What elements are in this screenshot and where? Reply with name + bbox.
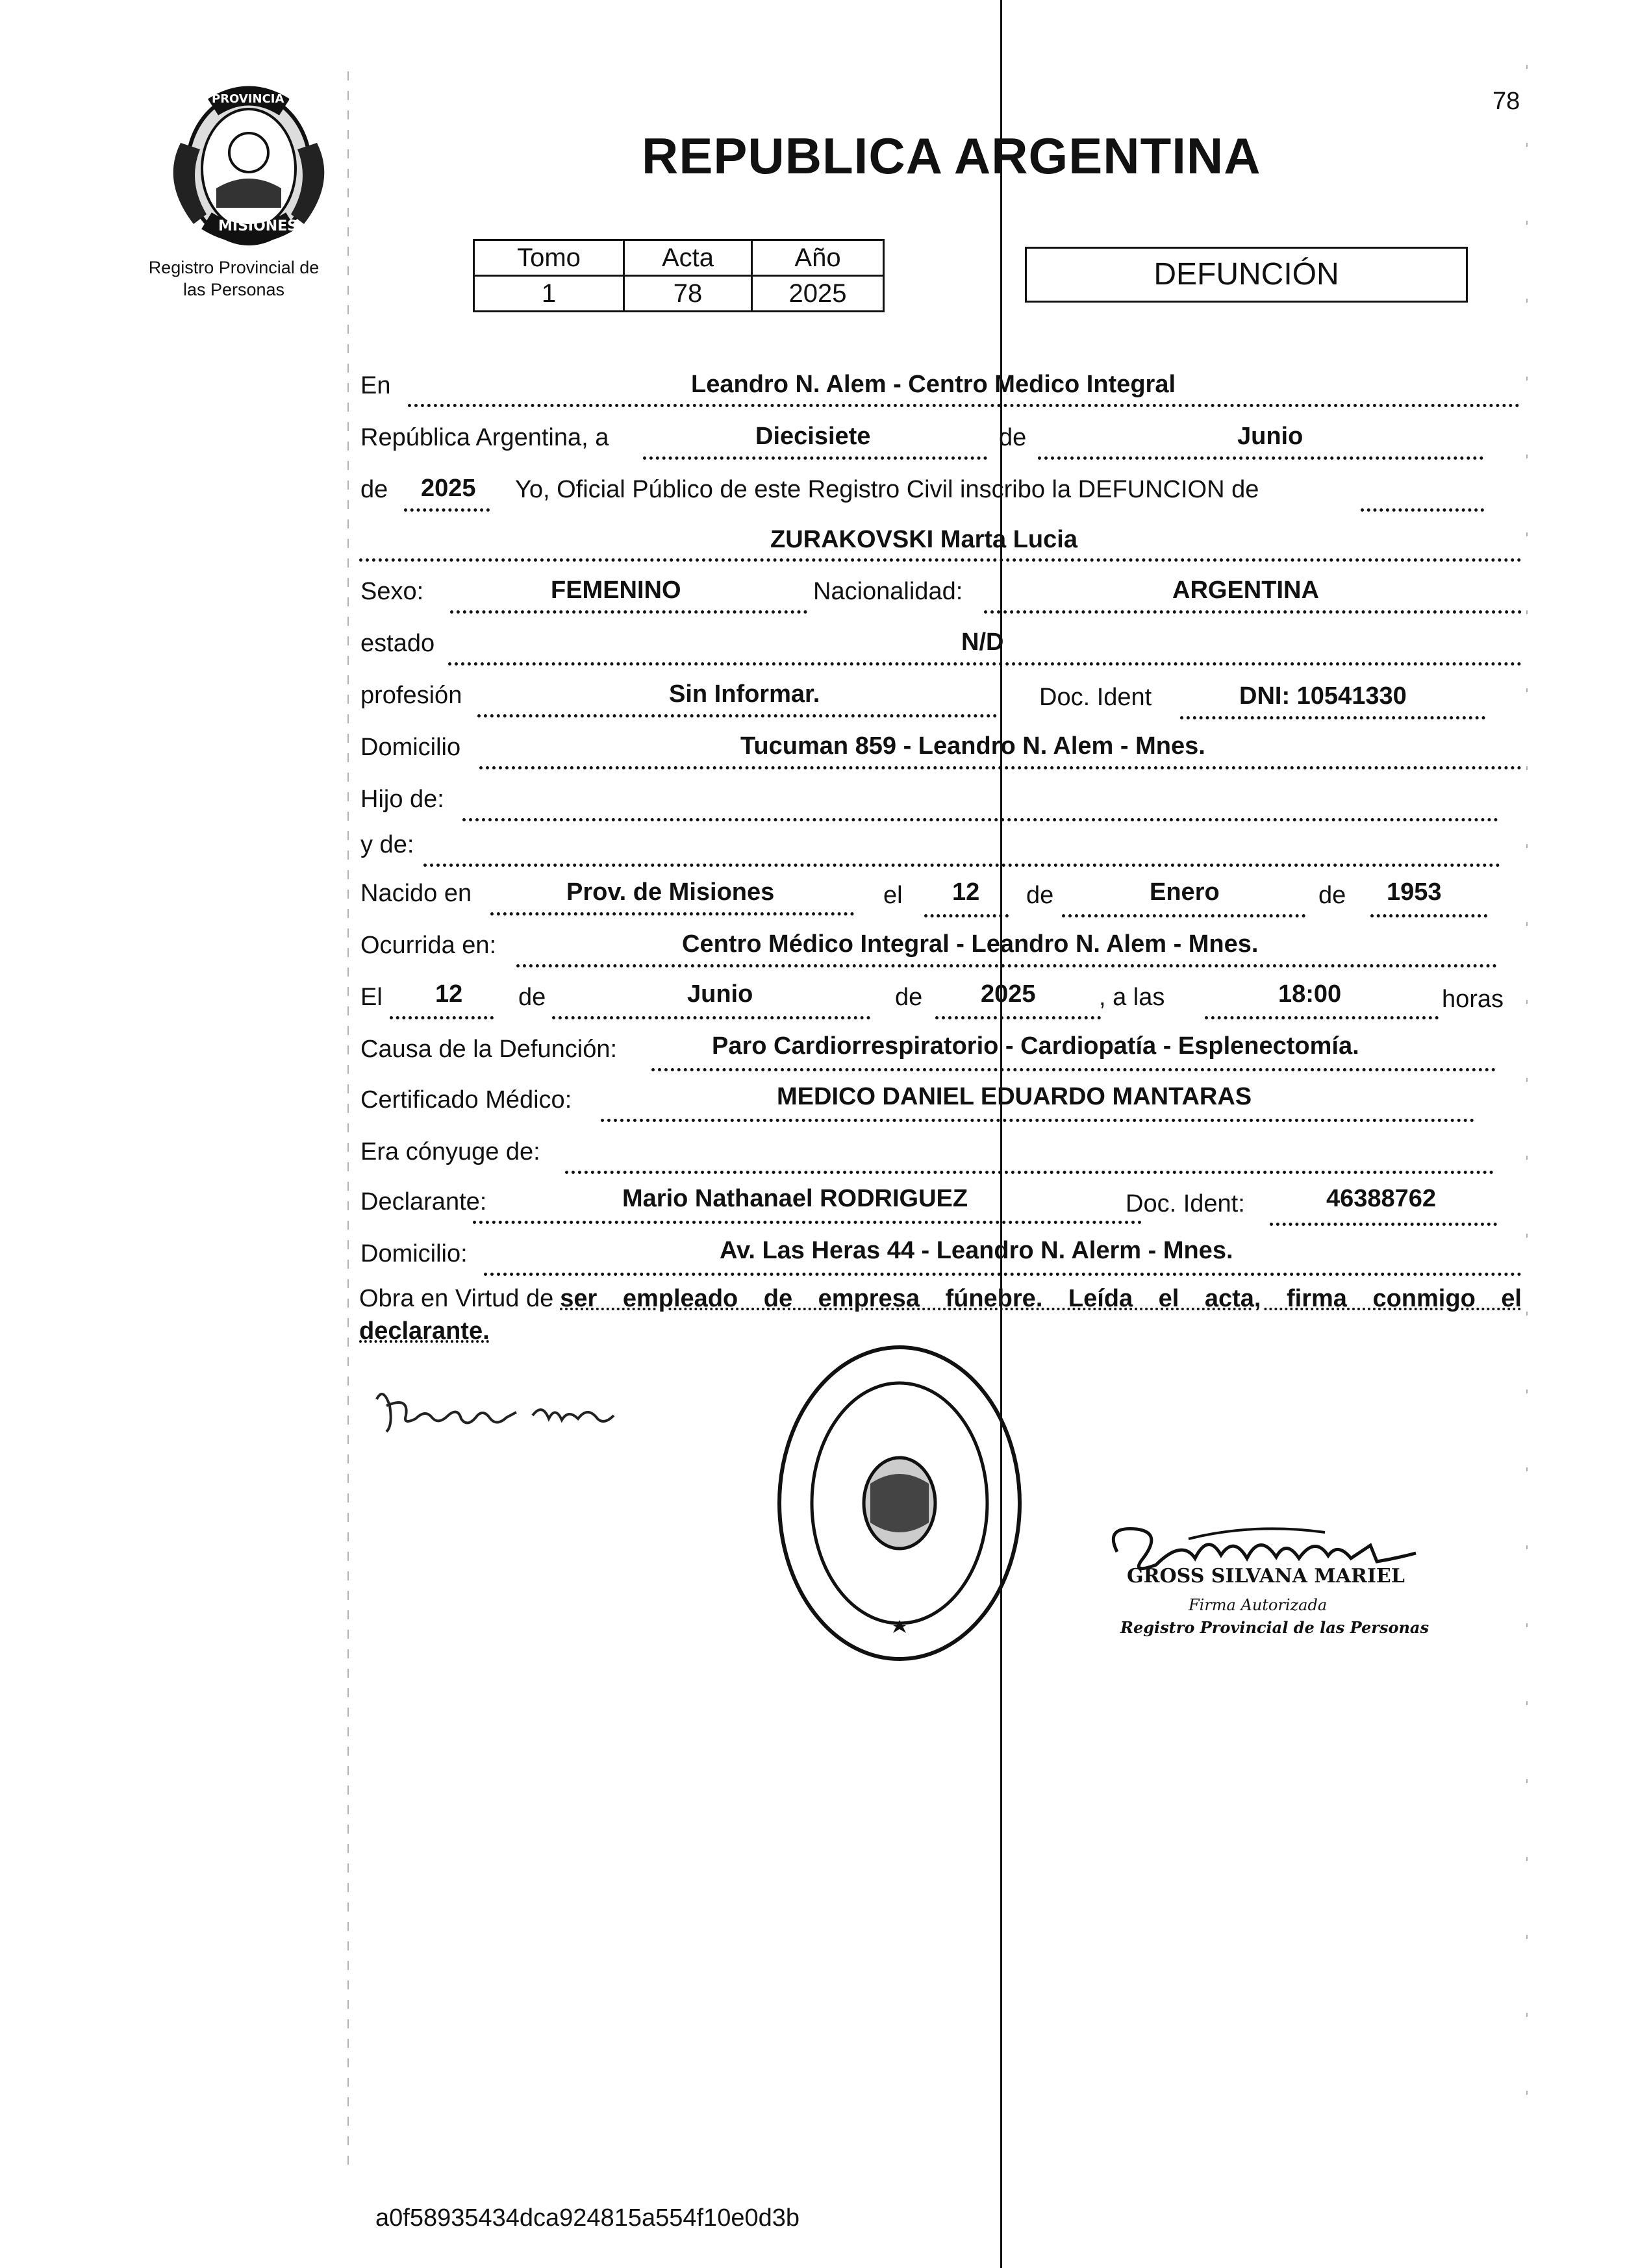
- ocurrida-dots: [516, 964, 1497, 967]
- table-value-acta: 78: [624, 276, 752, 312]
- center-fold-line: [1000, 0, 1002, 2268]
- de2-label: de: [360, 476, 388, 503]
- de5-label: de: [518, 984, 546, 1011]
- death-year-dots: [935, 1016, 1101, 1019]
- de3-label: de: [1026, 882, 1054, 909]
- statement-text: Yo, Oficial Público de este Registro Civil inscribo la DEFUNCION de: [515, 476, 1259, 503]
- death-time: 18:00: [1278, 980, 1342, 1008]
- de-label: de: [999, 424, 1027, 451]
- document-title: REPUBLICA ARGENTINA: [642, 127, 1261, 184]
- death-month-dots: [552, 1016, 870, 1019]
- certificado-label: Certificado Médico:: [360, 1086, 572, 1114]
- nacionalidad-value: ARGENTINA: [1172, 577, 1319, 604]
- reference-table: [473, 239, 885, 312]
- doc2-dots: [1270, 1223, 1497, 1226]
- doc-ident-dots: [1180, 716, 1485, 719]
- province-logo: [155, 84, 343, 250]
- sexo-value: FEMENINO: [551, 577, 681, 604]
- day-value: Diecisiete: [755, 423, 871, 450]
- profesion-label: profesión: [360, 682, 462, 709]
- name-dots: [359, 558, 1522, 562]
- en-dots: [408, 404, 1520, 407]
- official-signature: [1091, 1513, 1455, 1662]
- table-value-tomo: 1: [474, 276, 624, 312]
- alas-label: , a las: [1099, 984, 1165, 1011]
- republica-label: República Argentina, a: [360, 424, 609, 451]
- domicilio-dots: [479, 766, 1522, 769]
- de4-label: de: [1318, 882, 1346, 909]
- logo-text-top: PROVINCIA DE: [212, 92, 306, 106]
- domicilio-label: Domicilio: [360, 734, 461, 761]
- obra-line-1: [359, 1282, 1522, 1315]
- scan-left-margin-line: [347, 71, 349, 2169]
- sexo-label: Sexo:: [360, 578, 424, 605]
- year-value: 2025: [421, 475, 476, 502]
- nacionalidad-dots: [984, 610, 1522, 614]
- yde-label: y de:: [360, 831, 414, 858]
- registry-label-line1: Registro Provincial de: [148, 258, 320, 277]
- profesion-value: Sin Informar.: [669, 680, 820, 708]
- death-year: 2025: [981, 980, 1036, 1008]
- official-title: Firma Autorizada: [1189, 1596, 1328, 1614]
- scan-right-margin-marks: [1526, 65, 1528, 2143]
- registry-label: [127, 256, 341, 301]
- birth-month: Enero: [1150, 879, 1220, 906]
- profesion-dots: [477, 714, 997, 717]
- declarante-label: Declarante:: [360, 1188, 487, 1215]
- death-day: 12: [435, 980, 463, 1008]
- obra-label: Obra en Virtud de: [359, 1285, 554, 1312]
- estado-value: N/D: [961, 629, 1004, 656]
- conyuge-dots: [565, 1171, 1494, 1174]
- table-header-acta: Acta: [624, 240, 752, 276]
- hijo-dots: [462, 818, 1498, 821]
- day-dots: [643, 456, 987, 460]
- table-header-tomo: Tomo: [474, 240, 624, 276]
- registry-seal: [773, 1341, 1026, 1665]
- death-time-dots: [1205, 1016, 1439, 1019]
- nacido-value: Prov. de Misiones: [566, 879, 775, 906]
- yde-dots: [423, 864, 1500, 867]
- domicilio2-label: Domicilio:: [360, 1240, 468, 1267]
- doc2-value: 46388762: [1326, 1185, 1437, 1212]
- declarant-signature: [370, 1380, 643, 1438]
- conyuge-label: Era cónyuge de:: [360, 1138, 540, 1165]
- horas-label: horas: [1442, 986, 1504, 1013]
- statement-dots: [1361, 508, 1484, 512]
- ocurrida-value: Centro Médico Integral - Leandro N. Alem - Mnes.: [682, 930, 1259, 958]
- en-label: En: [360, 372, 391, 399]
- hijo-label: Hijo de:: [360, 786, 444, 813]
- logo-text-bottom: MISIONES: [218, 218, 298, 234]
- domicilio2-dots: [484, 1273, 1522, 1276]
- el2-label: El: [360, 984, 383, 1011]
- estado-dots: [448, 662, 1522, 666]
- death-day-dots: [390, 1016, 494, 1019]
- causa-value: Paro Cardiorrespiratorio - Cardiopatía - Esplenectomía.: [712, 1032, 1359, 1060]
- doc2-label: Doc. Ident:: [1126, 1190, 1245, 1217]
- certificado-dots: [601, 1119, 1474, 1122]
- nacido-label: Nacido en: [360, 880, 472, 907]
- nacido-dots: [490, 912, 854, 916]
- causa-dots: [651, 1068, 1496, 1071]
- doc-ident-value: DNI: 10541330: [1239, 682, 1407, 710]
- birth-year: 1953: [1387, 879, 1442, 906]
- birth-day-dots: [924, 914, 1009, 917]
- de6-label: de: [895, 984, 923, 1011]
- domicilio-value: Tucuman 859 - Leandro N. Alem - Mnes.: [740, 732, 1205, 760]
- obra-value-2: declarante.: [359, 1317, 490, 1345]
- official-org: Registro Provincial de las Personas: [1120, 1618, 1429, 1637]
- record-type-box: DEFUNCIÓN: [1025, 247, 1468, 303]
- birth-day: 12: [952, 879, 980, 906]
- obra-paragraph: [359, 1282, 1522, 1347]
- death-month: Junio: [687, 980, 753, 1008]
- table-value-ano: 2025: [752, 276, 884, 312]
- estado-label: estado: [360, 630, 435, 657]
- declarante-dots: [473, 1221, 1142, 1224]
- causa-label: Causa de la Defunción:: [360, 1036, 618, 1063]
- birth-month-dots: [1062, 914, 1305, 917]
- document-hash: a0f58935434dca924815a554f10e0d3b: [375, 2204, 800, 2232]
- page-number: 78: [1493, 88, 1520, 115]
- year-dots: [404, 508, 490, 512]
- obra-value: ser empleado de empresa fúnebre. Leída el acta, firma conmigo el: [560, 1285, 1522, 1312]
- doc-ident-label: Doc. Ident: [1039, 684, 1152, 711]
- birth-year-dots: [1370, 914, 1487, 917]
- deceased-name: ZURAKOVSKI Marta Lucia: [770, 526, 1077, 553]
- certificado-value: MEDICO DANIEL EDUARDO MANTARAS: [777, 1083, 1252, 1110]
- month-value: Junio: [1237, 423, 1304, 450]
- el-label: el: [883, 882, 903, 909]
- table-header-ano: Año: [752, 240, 884, 276]
- nacionalidad-label: Nacionalidad:: [813, 578, 963, 605]
- en-value: Leandro N. Alem - Centro Medico Integral: [691, 371, 1176, 398]
- registry-seal-icon: [773, 1341, 1026, 1665]
- month-dots: [1038, 456, 1483, 460]
- ocurrida-label: Ocurrida en:: [360, 932, 497, 959]
- official-name: GROSS SILVANA MARIEL: [1127, 1565, 1405, 1588]
- sexo-dots: [450, 610, 807, 614]
- registry-label-line2: las Personas: [183, 280, 285, 299]
- domicilio2-value: Av. Las Heras 44 - Leandro N. Alerm - Mnes.: [720, 1237, 1233, 1264]
- declarante-value: Mario Nathanael RODRIGUEZ: [622, 1185, 968, 1212]
